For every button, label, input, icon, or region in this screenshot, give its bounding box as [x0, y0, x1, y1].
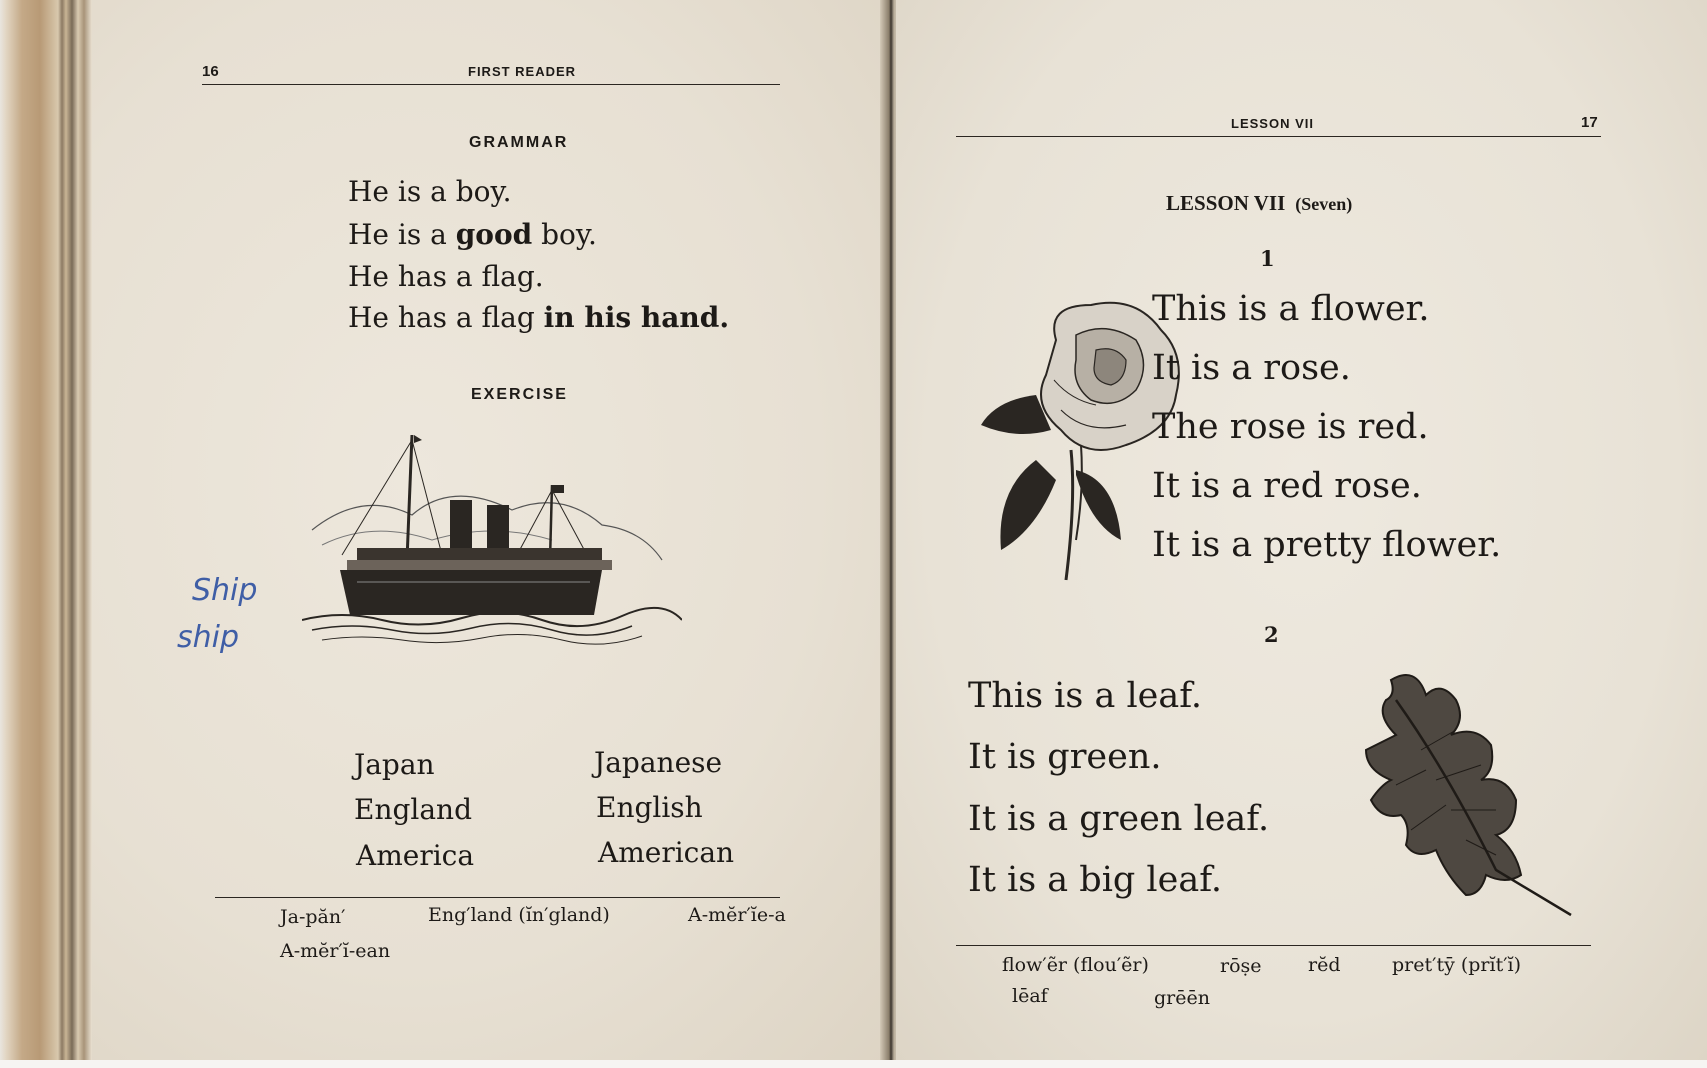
grammar-line-4: He has a flag in his hand.: [348, 301, 730, 334]
right-page: [896, 0, 1707, 1060]
vocab-right-1: flow′ẽr (flou′ẽr): [1002, 954, 1149, 976]
word-country-2: England: [354, 793, 473, 826]
running-head-right: LESSON VII: [1231, 116, 1314, 131]
word-country-3: America: [356, 839, 475, 872]
handwritten-note-1: Ship: [192, 573, 258, 608]
running-head-left: FIRST READER: [468, 64, 577, 79]
section-number-1: 1: [1260, 246, 1275, 271]
leaf-line-4: It is a big leaf.: [968, 860, 1223, 900]
vocab-left-1: Ja-păn′: [280, 906, 346, 928]
leaf-line-1: This is a leaf.: [968, 676, 1203, 716]
book-page-edges: [0, 0, 95, 1060]
vocab-left-3: A-mĕr′ĭe-a: [688, 904, 786, 926]
vocab-left-2: Eng′land (ĭn′gland): [428, 904, 610, 926]
header-rule-left: [202, 84, 780, 85]
vocab-left-4: A-mĕr′ĭ-ean: [280, 940, 391, 962]
vocab-right-2: rōṣe: [1220, 955, 1262, 977]
grammar-line-2: He is a good boy.: [348, 218, 597, 251]
word-adjective-3: American: [598, 836, 735, 869]
section-number-2: 2: [1264, 622, 1279, 647]
footer-rule-left: [215, 897, 780, 898]
grammar-heading: GRAMMAR: [469, 134, 569, 151]
left-page: [92, 0, 892, 1060]
footer-rule-right: [956, 945, 1591, 946]
grammar-line-3: He has a flag.: [348, 260, 544, 293]
vocab-right-4: pret′tȳ (prĭt′ĭ): [1392, 954, 1522, 976]
word-adjective-1: Japanese: [594, 746, 723, 779]
flower-line-4: It is a red rose.: [1152, 466, 1422, 506]
vocab-right-6: grēēn: [1154, 987, 1210, 1009]
lesson-title: LESSON VII (Seven): [1166, 191, 1353, 215]
flower-line-5: It is a pretty flower.: [1152, 525, 1502, 565]
flower-line-2: It is a rose.: [1152, 348, 1351, 388]
grammar-line-1: He is a boy.: [348, 175, 512, 208]
handwritten-note-2: ship: [177, 620, 240, 655]
page-number-right: 17: [1581, 114, 1598, 131]
vocab-right-5: lēaf: [1012, 985, 1048, 1007]
page-number-left: 16: [202, 63, 219, 80]
oak-leaf-illustration: [1356, 670, 1596, 930]
word-country-1: Japan: [354, 748, 435, 781]
word-adjective-2: English: [596, 791, 703, 824]
flower-line-3: The rose is red.: [1152, 407, 1429, 447]
vocab-right-3: rĕd: [1308, 954, 1341, 976]
steamship-illustration: [302, 430, 682, 655]
flower-line-1: This is a flower.: [1152, 289, 1430, 329]
leaf-line-2: It is green.: [968, 737, 1162, 777]
leaf-line-3: It is a green leaf.: [968, 799, 1270, 839]
exercise-heading: EXERCISE: [471, 386, 568, 403]
header-rule-right: [956, 136, 1601, 137]
page-bottom-edge: [0, 1060, 1707, 1068]
